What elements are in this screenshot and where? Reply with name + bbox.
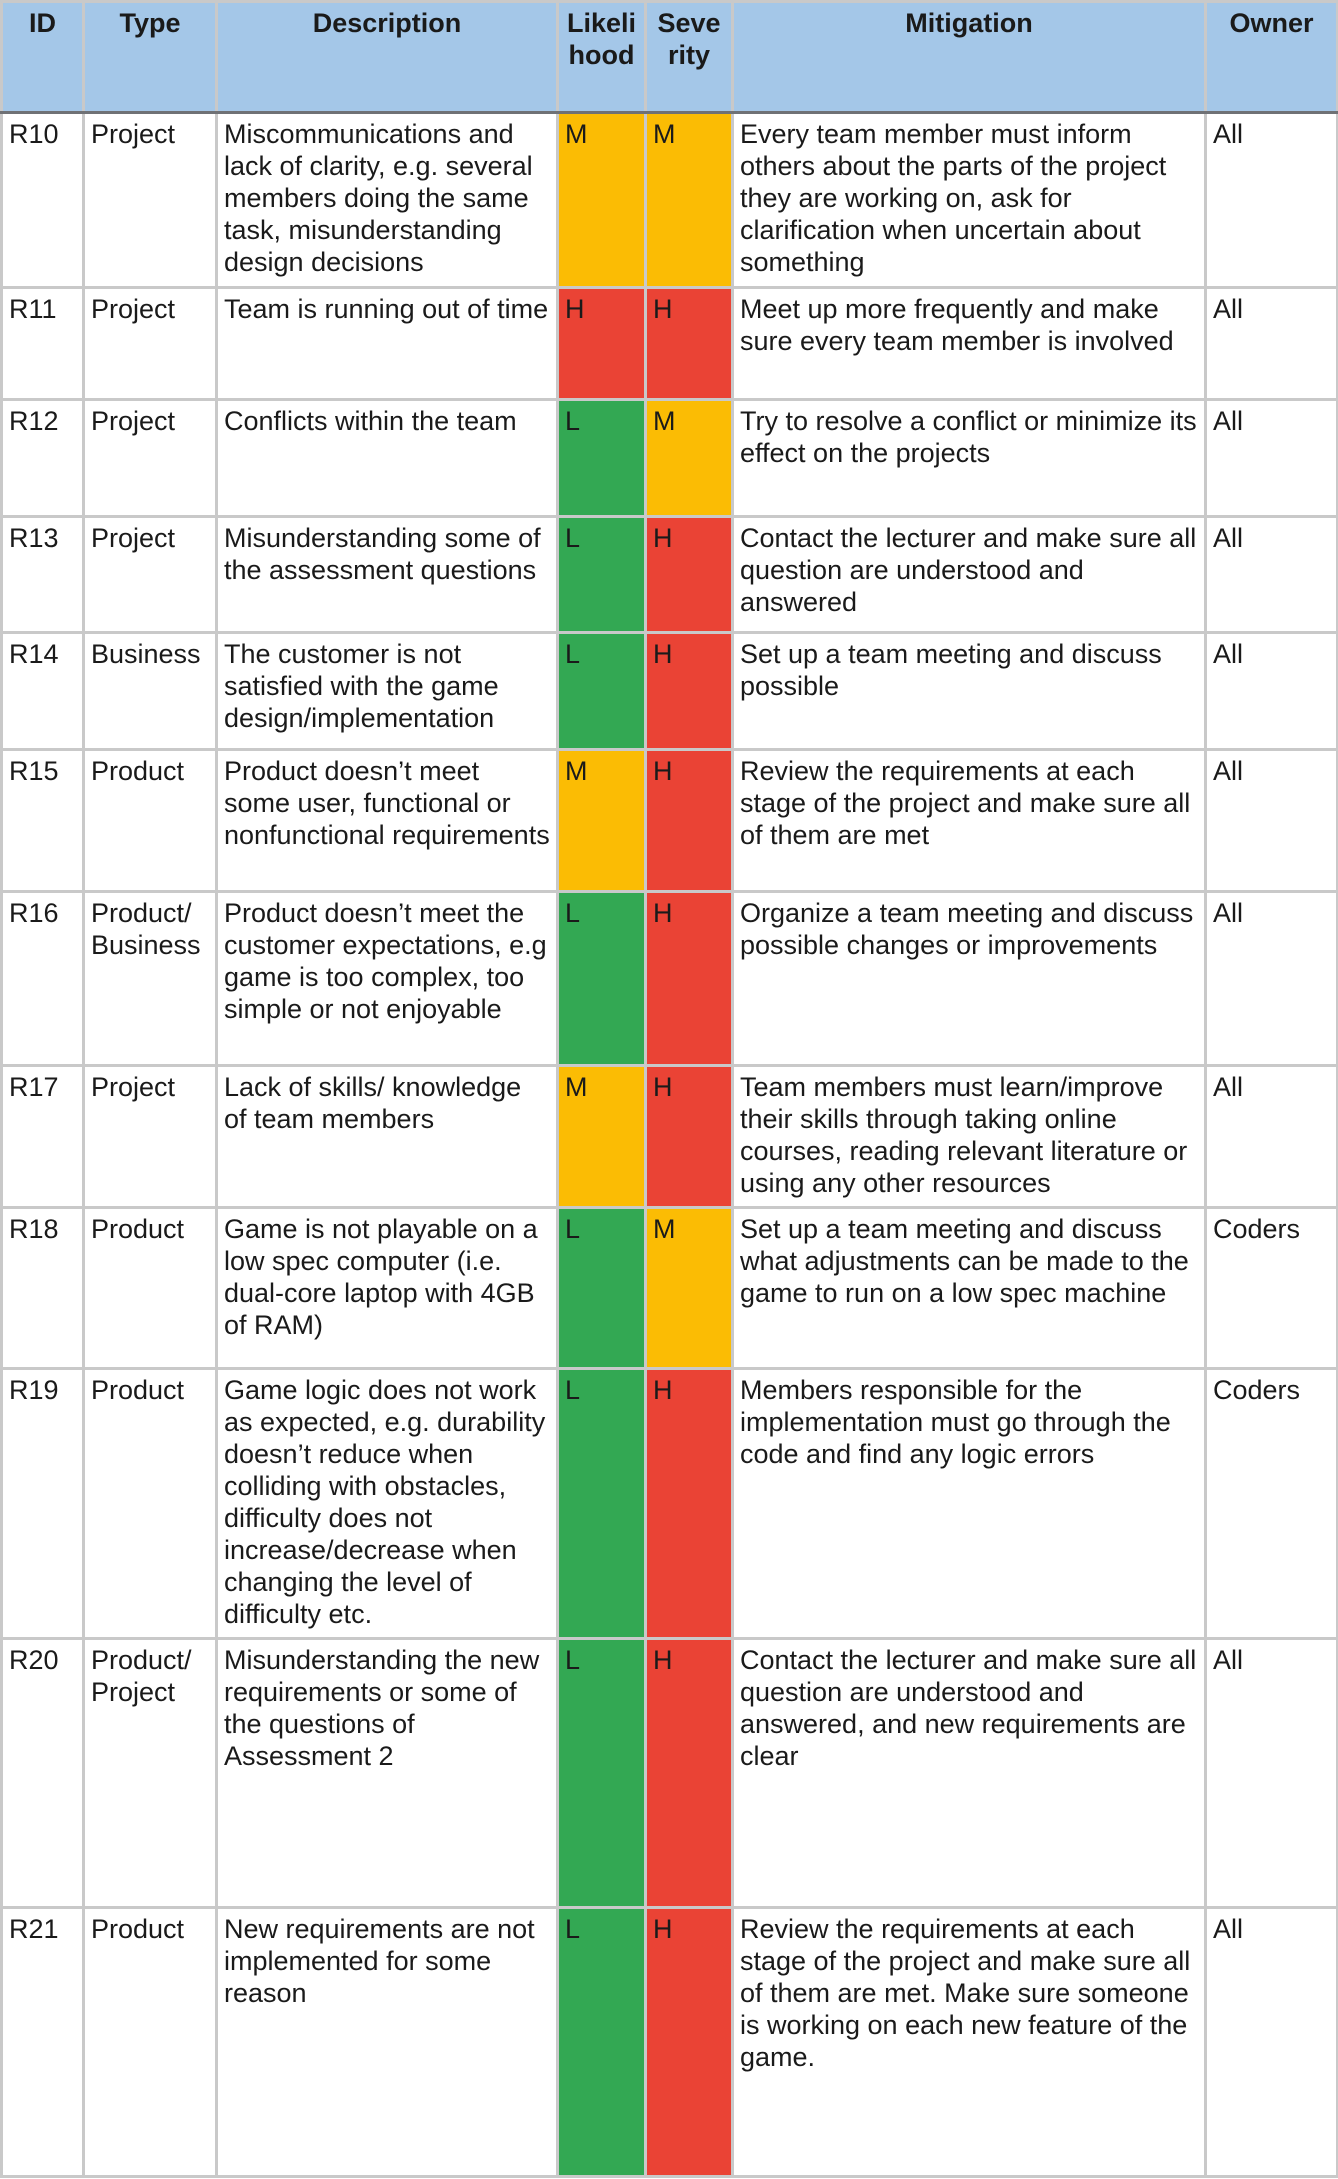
risk-mitigation: Every team member must inform others about the parts of the project they are working on, ask for clarification when uncertain about something <box>733 113 1206 288</box>
severity-level: M <box>646 400 733 517</box>
risk-owner: All <box>1206 633 1338 750</box>
likelihood-level: M <box>558 750 646 892</box>
severity-level: H <box>646 1908 733 2177</box>
risk-owner: All <box>1206 1908 1338 2177</box>
severity-level: H <box>646 633 733 750</box>
severity-level: H <box>646 517 733 633</box>
severity-level: H <box>646 1639 733 1908</box>
risk-row <box>2 288 1338 400</box>
risk-row <box>2 1908 1338 2177</box>
risk-row <box>2 1208 1338 1369</box>
risk-description: Miscommunications and lack of clarity, e.g. several members doing the same task, misunderstanding design decisions <box>217 113 558 288</box>
severity-level: H <box>646 288 733 400</box>
risk-id: R18 <box>2 1208 84 1369</box>
risk-type: Project <box>84 288 217 400</box>
likelihood-level: L <box>558 400 646 517</box>
severity-level: H <box>646 750 733 892</box>
risk-mitigation: Review the requirements at each stage of the project and make sure all of them are met <box>733 750 1206 892</box>
risk-description: Lack of skills/ knowledge of team members <box>217 1066 558 1208</box>
risk-id: R19 <box>2 1369 84 1639</box>
header-description: Description <box>217 2 558 113</box>
risk-owner: All <box>1206 750 1338 892</box>
risk-description: Game is not playable on a low spec computer (i.e. dual-core laptop with 4GB of RAM) <box>217 1208 558 1369</box>
risk-mitigation: Team members must learn/improve their skills through taking online courses, reading relevant literature or using any other resources <box>733 1066 1206 1208</box>
risk-type: Project <box>84 113 217 288</box>
severity-level: H <box>646 1066 733 1208</box>
risk-description: Game logic does not work as expected, e.g. durability doesn’t reduce when colliding with obstacles, difficulty does not increase/decrease when changing the level of difficulty etc. <box>217 1369 558 1639</box>
risk-id: R17 <box>2 1066 84 1208</box>
risk-mitigation: Contact the lecturer and make sure all question are understood and answered <box>733 517 1206 633</box>
risk-type: Project <box>84 1066 217 1208</box>
risk-owner: All <box>1206 113 1338 288</box>
risk-owner: Coders <box>1206 1369 1338 1639</box>
risk-id: R16 <box>2 892 84 1066</box>
risk-id: R20 <box>2 1639 84 1908</box>
risk-type: Product <box>84 1208 217 1369</box>
risk-row <box>2 750 1338 892</box>
risk-type: Product/ Business <box>84 892 217 1066</box>
risk-owner: All <box>1206 517 1338 633</box>
header-owner: Owner <box>1206 2 1338 113</box>
likelihood-level: L <box>558 517 646 633</box>
risk-description: Team is running out of time <box>217 288 558 400</box>
likelihood-level: L <box>558 1208 646 1369</box>
risk-description: Conflicts within the team <box>217 400 558 517</box>
risk-description: Misunderstanding some of the assessment questions <box>217 517 558 633</box>
risk-owner: All <box>1206 1066 1338 1208</box>
header-id: ID <box>2 2 84 113</box>
risk-mitigation: Review the requirements at each stage of the project and make sure all of them are met. Make sure someone is working on each new feature of the game. <box>733 1908 1206 2177</box>
risk-description: The customer is not satisfied with the game design/implementation <box>217 633 558 750</box>
risk-type: Project <box>84 517 217 633</box>
severity-level: H <box>646 1369 733 1639</box>
likelihood-level: L <box>558 1639 646 1908</box>
header-row <box>2 2 1338 113</box>
risk-mitigation: Set up a team meeting and discuss possible <box>733 633 1206 750</box>
risk-row <box>2 517 1338 633</box>
header-mitigation: Mitigation <box>733 2 1206 113</box>
risk-owner: Coders <box>1206 1208 1338 1369</box>
risk-mitigation: Try to resolve a conflict or minimize its effect on the projects <box>733 400 1206 517</box>
likelihood-level: H <box>558 288 646 400</box>
risk-owner: All <box>1206 1639 1338 1908</box>
risk-id: R12 <box>2 400 84 517</box>
risk-row <box>2 892 1338 1066</box>
risk-type: Project <box>84 400 217 517</box>
risk-id: R21 <box>2 1908 84 2177</box>
risk-description: Misunderstanding the new requirements or some of the questions of Assessment 2 <box>217 1639 558 1908</box>
risk-id: R15 <box>2 750 84 892</box>
header-type: Type <box>84 2 217 113</box>
likelihood-level: L <box>558 892 646 1066</box>
risk-row <box>2 1369 1338 1639</box>
risk-description: New requirements are not implemented for some reason <box>217 1908 558 2177</box>
risk-mitigation: Organize a team meeting and discuss possible changes or improvements <box>733 892 1206 1066</box>
risk-mitigation: Set up a team meeting and discuss what adjustments can be made to the game to run on a low spec machine <box>733 1208 1206 1369</box>
risk-type: Business <box>84 633 217 750</box>
risk-type: Product <box>84 750 217 892</box>
header-severity: Seve rity <box>646 2 733 113</box>
risk-row <box>2 1639 1338 1908</box>
risk-row <box>2 1066 1338 1208</box>
risk-id: R13 <box>2 517 84 633</box>
risk-description: Product doesn’t meet the customer expectations, e.g game is too complex, too simple or not enjoyable <box>217 892 558 1066</box>
severity-level: M <box>646 1208 733 1369</box>
risk-row <box>2 633 1338 750</box>
risk-id: R11 <box>2 288 84 400</box>
header-likelihood: Likeli hood <box>558 2 646 113</box>
risk-row <box>2 113 1338 288</box>
severity-level: M <box>646 113 733 288</box>
risk-owner: All <box>1206 288 1338 400</box>
risk-owner: All <box>1206 400 1338 517</box>
likelihood-level: L <box>558 1369 646 1639</box>
risk-row <box>2 400 1338 517</box>
risk-type: Product/ Project <box>84 1639 217 1908</box>
risk-id: R14 <box>2 633 84 750</box>
risk-mitigation: Members responsible for the implementation must go through the code and find any logic errors <box>733 1369 1206 1639</box>
risk-mitigation: Meet up more frequently and make sure every team member is involved <box>733 288 1206 400</box>
likelihood-level: M <box>558 113 646 288</box>
risk-mitigation: Contact the lecturer and make sure all question are understood and answered, and new requirements are clear <box>733 1639 1206 1908</box>
likelihood-level: L <box>558 1908 646 2177</box>
likelihood-level: M <box>558 1066 646 1208</box>
risk-owner: All <box>1206 892 1338 1066</box>
risk-type: Product <box>84 1908 217 2177</box>
risk-id: R10 <box>2 113 84 288</box>
risk-description: Product doesn’t meet some user, functional or nonfunctional requirements <box>217 750 558 892</box>
severity-level: H <box>646 892 733 1066</box>
likelihood-level: L <box>558 633 646 750</box>
risk-type: Product <box>84 1369 217 1639</box>
